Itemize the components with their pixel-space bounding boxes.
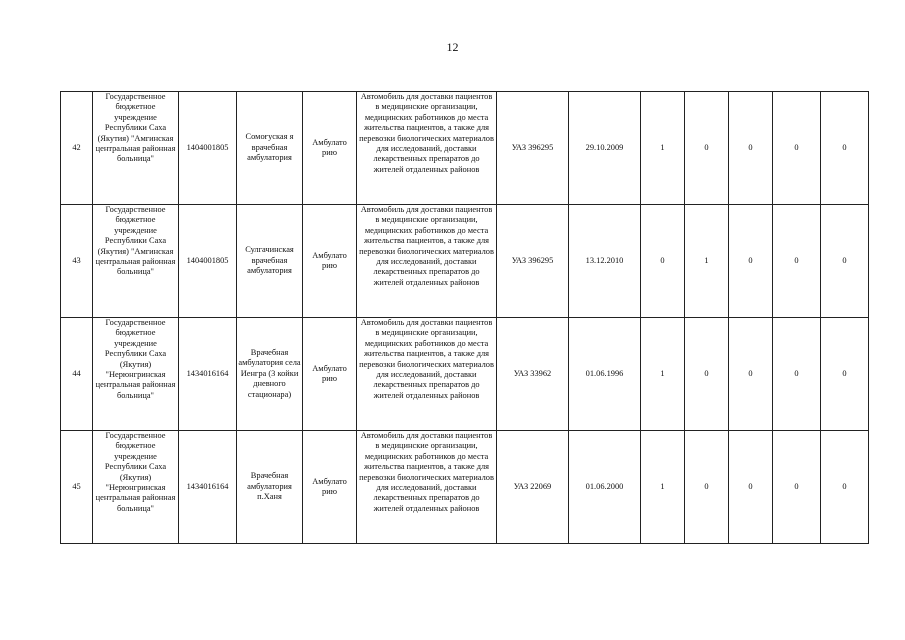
vehicle-model-cell: УАЗ 22069	[497, 431, 569, 544]
unit-type-cell: Амбулато рию	[303, 318, 357, 431]
unit-cell: Врачебная амбулатория п.Ханя	[237, 431, 303, 544]
count-cell: 0	[821, 92, 869, 205]
date-cell: 29.10.2009	[569, 92, 641, 205]
count-cell: 0	[685, 318, 729, 431]
count-cell: 0	[821, 431, 869, 544]
count-cell: 0	[729, 431, 773, 544]
inn-cell: 1434016164	[179, 431, 237, 544]
count-cell: 0	[729, 205, 773, 318]
count-cell: 1	[641, 92, 685, 205]
count-cell: 0	[641, 205, 685, 318]
count-cell: 0	[729, 318, 773, 431]
table-row	[61, 431, 869, 544]
row-number-cell: 42	[61, 92, 93, 205]
unit-type-cell: Амбулато рию	[303, 92, 357, 205]
count-cell: 0	[821, 318, 869, 431]
count-cell: 0	[729, 92, 773, 205]
row-number-cell: 45	[61, 431, 93, 544]
table-row	[61, 318, 869, 431]
unit-cell: Сулгачинская врачебная амбулатория	[237, 205, 303, 318]
purpose-cell: Автомобиль для доставки пациентов в медицинские организации, медицинских работников до места жительства пациентов, а также для перевозки биологических материалов для исследований, доставки лекарственных препаратов до жителей отдаленных районов	[357, 318, 497, 431]
purpose-cell: Автомобиль для доставки пациентов в медицинские организации, медицинских работников до места жительства пациентов, а также для перевозки биологических материалов для исследований, доставки лекарственных препаратов до жителей отдаленных районов	[357, 92, 497, 205]
date-cell: 13.12.2010	[569, 205, 641, 318]
count-cell: 0	[773, 92, 821, 205]
count-cell: 0	[685, 92, 729, 205]
count-cell: 0	[773, 318, 821, 431]
row-number-cell: 44	[61, 318, 93, 431]
vehicle-model-cell: УАЗ 396295	[497, 205, 569, 318]
unit-type-cell: Амбулато рию	[303, 431, 357, 544]
vehicle-registry-table	[60, 91, 869, 544]
count-cell: 1	[641, 318, 685, 431]
unit-cell: Врачебная амбулатория села Иенгра (3 койки дневного стационара)	[237, 318, 303, 431]
vehicle-model-cell: УАЗ 396295	[497, 92, 569, 205]
unit-cell: Сомоғуская я врачебная амбулатория	[237, 92, 303, 205]
count-cell: 1	[641, 431, 685, 544]
unit-type-cell: Амбулато рию	[303, 205, 357, 318]
organization-cell: Государственное бюджетное учреждение Республики Саха (Якутия) "Амгинская центральная районная больница"	[93, 92, 179, 205]
table-row	[61, 92, 869, 205]
count-cell: 0	[773, 205, 821, 318]
date-cell: 01.06.2000	[569, 431, 641, 544]
count-cell: 1	[685, 205, 729, 318]
purpose-cell: Автомобиль для доставки пациентов в медицинские организации, медицинских работников до места жительства пациентов, а также для перевозки биологических материалов для исследований, доставки лекарственных препаратов до жителей отдаленных районов	[357, 431, 497, 544]
purpose-cell: Автомобиль для доставки пациентов в медицинские организации, медицинских работников до места жительства пациентов, а также для перевозки биологических материалов для исследований, доставки лекарственных препаратов до жителей отдаленных районов	[357, 205, 497, 318]
inn-cell: 1404001805	[179, 205, 237, 318]
count-cell: 0	[773, 431, 821, 544]
page-number: 12	[446, 40, 459, 54]
date-cell: 01.06.1996	[569, 318, 641, 431]
row-number-cell: 43	[61, 205, 93, 318]
count-cell: 0	[685, 431, 729, 544]
inn-cell: 1434016164	[179, 318, 237, 431]
table-row	[61, 205, 869, 318]
organization-cell: Государственное бюджетное учреждение Республики Саха (Якутия) "Амгинская центральная районная больница"	[93, 205, 179, 318]
inn-cell: 1404001805	[179, 92, 237, 205]
organization-cell: Государственное бюджетное учреждение Республики Саха (Якутия) "Нерюнгринская центральная районная больница"	[93, 431, 179, 544]
organization-cell: Государственное бюджетное учреждение Республики Саха (Якутия) "Нерюнгринская центральная районная больница"	[93, 318, 179, 431]
vehicle-model-cell: УАЗ 33962	[497, 318, 569, 431]
count-cell: 0	[821, 205, 869, 318]
